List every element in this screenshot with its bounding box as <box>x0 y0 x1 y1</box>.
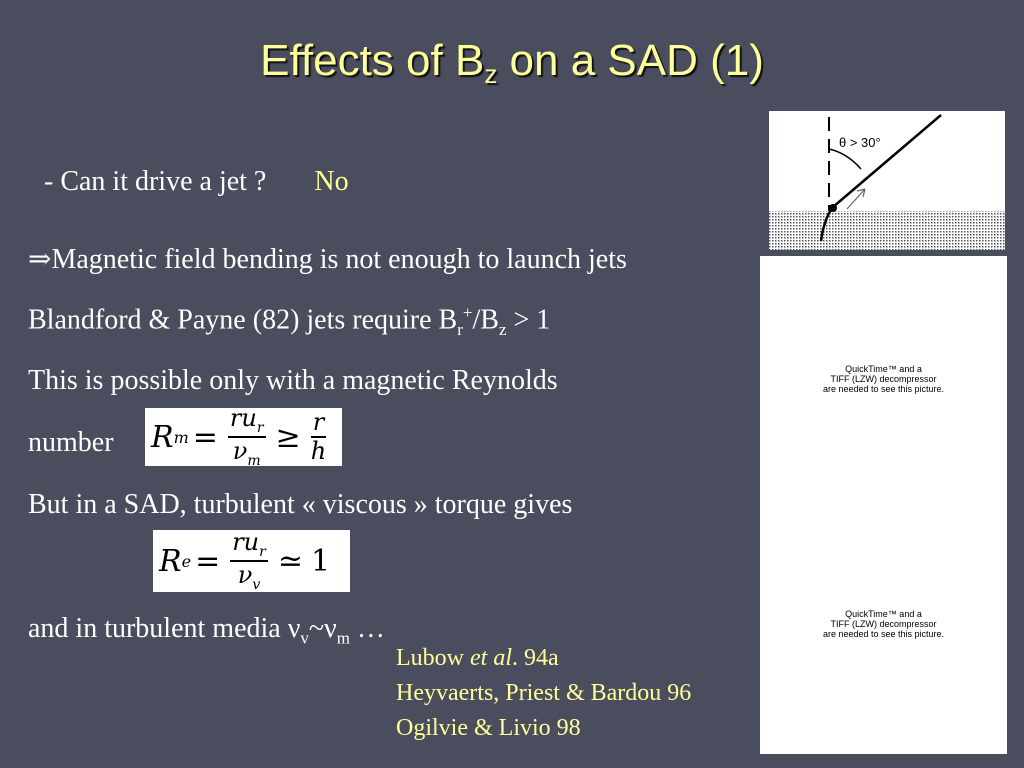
bullet-sad-torque: But in a SAD, turbulent « viscous » torque gives <box>28 489 573 520</box>
angle-label: θ > 30° <box>839 135 881 150</box>
bullet-turbulent-media: and in turbulent media $\nu_v\sim\nu_m$ … <box>28 613 385 648</box>
bullet-number: number <box>28 427 114 458</box>
question-line: - Can it drive a jet ? No <box>44 166 349 197</box>
bullet-bending: ⇒Magnetic field bending is not enough to launch jets <box>28 244 627 275</box>
answer-no: No <box>314 166 349 197</box>
angle-arc <box>829 149 861 169</box>
equation-viscous-reynolds: R e = $\frac{ru_r}{\nu_v}$ ≃ 1 <box>153 530 350 592</box>
quicktime-placeholder-1: QuickTime™ and a TIFF (LZW) decompressor are needed to see this picture. <box>760 256 1007 508</box>
references <box>396 641 691 746</box>
slide-title: Effects of $B_z$ on a SAD (1) <box>260 36 764 89</box>
equation-magnetic-reynolds: R m = $\frac{ru_r}{\nu_m}$ ≥ $\frac{r}{h}$ <box>145 408 342 466</box>
anchor-point <box>829 204 837 212</box>
field-line-figure <box>769 111 1005 250</box>
quicktime-placeholder-2: QuickTime™ and a TIFF (LZW) decompressor are needed to see this picture. <box>760 508 1007 754</box>
bullet-blandford-payne: Blandford & Payne (82) jets require $B_r^+/B_z > 1$ <box>28 303 551 339</box>
reference-heyvaerts: Heyvaerts, Priest & Bardou 96 <box>396 680 692 706</box>
bullet-reynolds: This is possible only with a magnetic Reynolds <box>28 365 558 396</box>
reference-ogilvie: Ogilvie & Livio 98 <box>396 715 581 741</box>
disk-surface <box>769 211 1005 250</box>
field-line-diagram <box>769 111 1005 250</box>
reference-lubow: Lubow et al. 94a <box>396 645 559 671</box>
